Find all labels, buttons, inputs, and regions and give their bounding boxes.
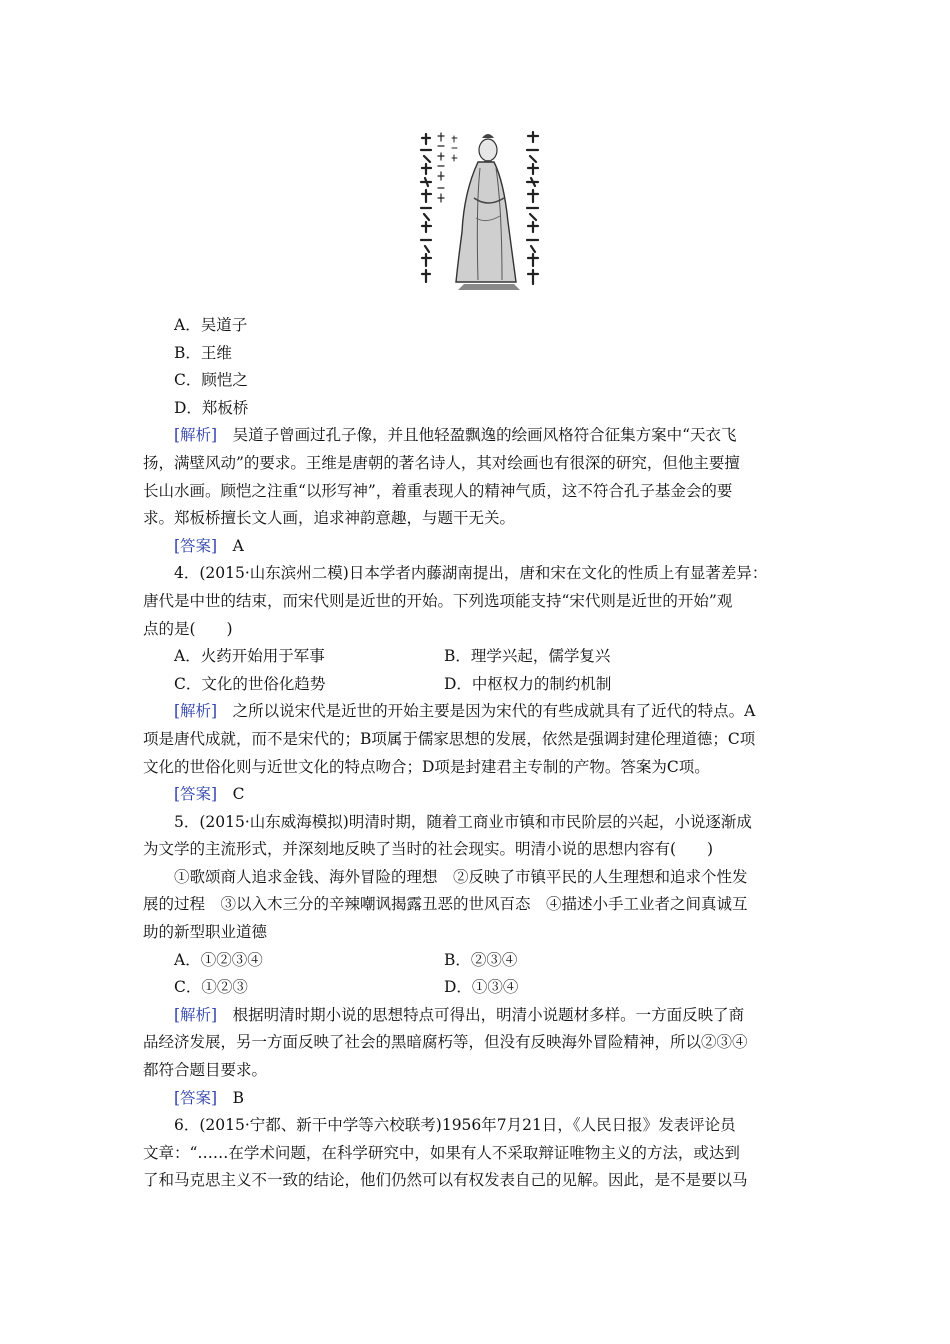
- q4-analysis-line-3: 文化的世俗化则与近世文化的特点吻合；D项是封建君主专制的产物。答案为C项。: [143, 757, 710, 776]
- q5-analysis-line-3: 都符合题目要求。: [143, 1061, 268, 1080]
- q4-stem-line-1: 4．(2015·山东滨州二模)日本学者内藤湖南提出，唐和宋在文化的性质上有显著差异：: [174, 564, 768, 583]
- answer-value: C: [232, 785, 245, 804]
- q5-option-c: C．①②③: [174, 978, 248, 997]
- q3-analysis-line-3: 长山水画。顾恺之注重“以形写神”，着重表现人的精神气质，这不符合孔子基金会的要: [143, 481, 733, 500]
- q6-stem-line-1: 6．(2015·宁都、新干中学等六校联考)1956年7月21日，《人民日报》发表评论员: [174, 1116, 736, 1135]
- q3-analysis-line-1: [解析] 吴道子曾画过孔子像，并且他轻盈飘逸的绘画风格符合征集方案中“天衣飞: [174, 426, 737, 445]
- q4-option-c: C．文化的世俗化趋势: [174, 674, 326, 693]
- q5-option-b: B．②③④: [444, 950, 518, 969]
- q5-analysis-line-2: 品经济发展，另一方面反映了社会的黑暗腐朽等，但没有反映海外冒险精神，所以②③④: [143, 1033, 748, 1052]
- confucius-figure-icon: [456, 134, 520, 290]
- q5-option-d: D．①③④: [444, 978, 519, 997]
- q5-options-row-1: [143, 947, 811, 975]
- q4-option-a: A．火药开始用于军事: [174, 647, 325, 666]
- q4-analysis-line-2: 项是唐代成就，而不是宋代的；B项属于儒家思想的发展，依然是强调封建伦理道德；C项: [143, 729, 756, 748]
- q5-item-line-3: 助的新型职业道德: [143, 923, 268, 942]
- answer-label: [答案]: [174, 785, 218, 804]
- q6-stem-line-2: 文章：“……在学术问题，在科学研究中，如果有人不采取辩证唯物主义的方法，或达到: [143, 1143, 740, 1162]
- answer-value: A: [232, 536, 244, 555]
- confucius-portrait-image: [416, 128, 550, 292]
- q4-option-d: D．中枢权力的制约机制: [444, 674, 612, 693]
- q3-option-d: D．郑板桥: [174, 398, 249, 417]
- q5-stem-line-2: 为文学的主流形式，并深刻地反映了当时的社会现实。明清小说的思想内容有( ): [143, 840, 714, 859]
- q3-option-c: C．顾恺之: [174, 371, 248, 390]
- q3-option-b: B．王维: [174, 343, 232, 362]
- q5-stem-line-1: 5．(2015·山东威海模拟)明清时期，随着工商业市镇和市民阶层的兴起，小说逐渐成: [174, 812, 752, 831]
- question-content: [143, 312, 811, 1195]
- analysis-label: [解析]: [174, 1005, 218, 1024]
- q5-item-line-1: ①歌颂商人追求金钱、海外冒险的理想 ②反映了市镇平民的人生理想和追求个性发: [174, 867, 748, 886]
- q5-option-a: A．①②③④: [174, 950, 263, 969]
- q5-analysis-line-1: [解析] 根据明清时期小说的思想特点可得出，明清小说题材多样。一方面反映了商: [174, 1005, 745, 1024]
- q4-stem-line-2: 唐代是中世的结束，而宋代则是近世的开始。下列选项能支持“宋代则是近世的开始”观: [143, 591, 733, 610]
- answer-label: [答案]: [174, 536, 218, 555]
- q3-answer: [143, 533, 811, 561]
- analysis-label: [解析]: [174, 702, 218, 721]
- q4-options-row-2: [143, 671, 811, 699]
- answer-value: B: [232, 1088, 245, 1107]
- q4-option-b: B．理学兴起，儒学复兴: [444, 647, 611, 666]
- q5-answer: [143, 1085, 811, 1113]
- q5-options-row-2: [143, 974, 811, 1002]
- q4-analysis-line-1: [解析] 之所以说宋代是近世的开始主要是因为宋代的有些成就具有了近代的特点。A: [174, 702, 756, 721]
- q6-stem-line-3: 了和马克思主义不一致的结论，他们仍然可以有权发表自己的见解。因此，是不是要以马: [143, 1171, 748, 1190]
- q4-stem-line-3: 点的是( ): [143, 619, 233, 638]
- q3-option-a: A．吴道子: [174, 316, 248, 334]
- q4-answer: [143, 781, 811, 809]
- answer-label: [答案]: [174, 1088, 218, 1107]
- analysis-label: [解析]: [174, 426, 218, 445]
- q3-analysis-line-4: 求。郑板桥擅长文人画，追求神韵意趣，与题干无关。: [143, 509, 516, 528]
- q5-item-line-2: 展的过程 ③以入木三分的辛辣嘲讽揭露丑恶的世风百态 ④描述小手工业者之间真诚互: [143, 895, 748, 914]
- q3-analysis-line-2: 扬，满壁风动”的要求。王维是唐朝的著名诗人，其对绘画也有很深的研究，但他主要擅: [143, 453, 740, 472]
- q4-options-row-1: [143, 643, 811, 671]
